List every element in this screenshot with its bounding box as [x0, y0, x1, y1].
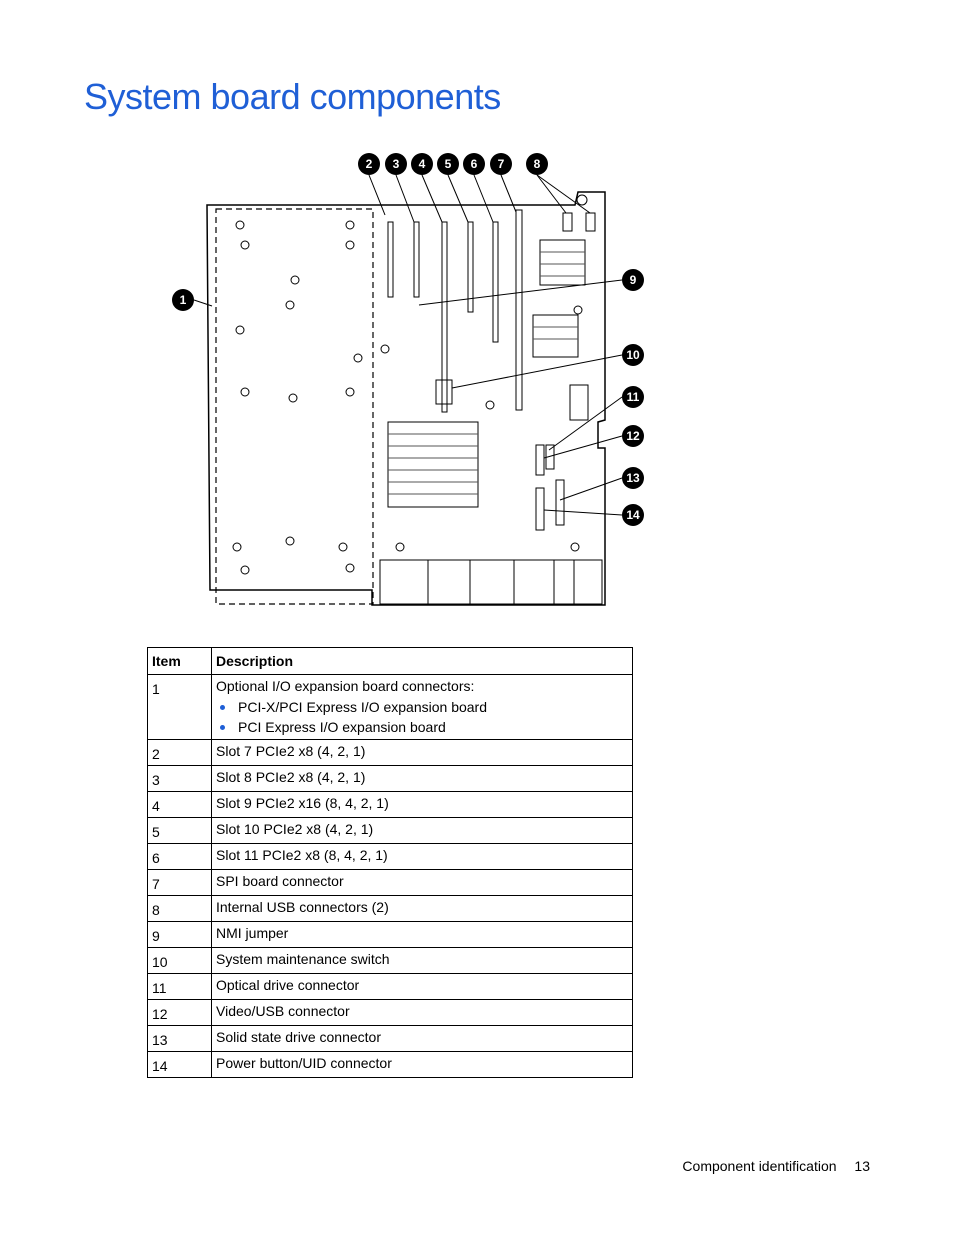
table-row: [148, 766, 633, 792]
table-header-row: [148, 648, 633, 675]
item-number: 5: [148, 818, 212, 844]
svg-text:2: 2: [365, 157, 373, 171]
svg-text:8: 8: [533, 157, 541, 171]
callout-10: [622, 344, 644, 366]
item-description: Slot 9 PCIe2 x16 (8, 4, 2, 1): [212, 792, 633, 818]
item-description: Solid state drive connector: [212, 1026, 633, 1052]
item-description: Slot 7 PCIe2 x8 (4, 2, 1): [212, 740, 633, 766]
callout-8: [526, 153, 548, 175]
table-row: [148, 844, 633, 870]
table-row: [148, 675, 633, 740]
callout-12: [622, 425, 644, 447]
svg-text:13: 13: [626, 471, 640, 485]
callout-2: [358, 153, 380, 175]
item-number: 6: [148, 844, 212, 870]
item-description: Optical drive connector: [212, 974, 633, 1000]
svg-text:1: 1: [179, 293, 187, 307]
table-row: [148, 1052, 633, 1078]
bullet-item: PCI-X/PCI Express I/O expansion board: [238, 697, 628, 717]
callout-3: [385, 153, 407, 175]
column-header-description: Description: [212, 648, 633, 675]
table-row: [148, 792, 633, 818]
page-number: 13: [854, 1158, 870, 1174]
svg-text:7: 7: [497, 157, 505, 171]
table-row: [148, 1026, 633, 1052]
item-number: 2: [148, 740, 212, 766]
item-number: 9: [148, 922, 212, 948]
callout-7: [490, 153, 512, 175]
callout-14: [622, 504, 644, 526]
item-description: Video/USB connector: [212, 1000, 633, 1026]
bullet-item: PCI Express I/O expansion board: [238, 717, 628, 737]
components-table: [147, 647, 633, 1078]
item-description: SPI board connector: [212, 870, 633, 896]
svg-text:11: 11: [626, 390, 640, 404]
description-text: Optional I/O expansion board connectors:: [216, 678, 475, 694]
item-number: 10: [148, 948, 212, 974]
table-row: [148, 974, 633, 1000]
item-number: 3: [148, 766, 212, 792]
item-number: 11: [148, 974, 212, 1000]
svg-text:5: 5: [444, 157, 452, 171]
footer-section-title: Component identification: [682, 1158, 837, 1174]
item-number: 4: [148, 792, 212, 818]
item-description: Internal USB connectors (2): [212, 896, 633, 922]
item-number: 1: [148, 675, 212, 740]
table-row: [148, 896, 633, 922]
table-row: [148, 948, 633, 974]
bullet-list: [216, 697, 628, 737]
item-description: Slot 10 PCIe2 x8 (4, 2, 1): [212, 818, 633, 844]
table-row: [148, 870, 633, 896]
table-row: [148, 740, 633, 766]
svg-text:10: 10: [626, 348, 640, 362]
table-row: [148, 818, 633, 844]
item-number: 7: [148, 870, 212, 896]
page-footer: [682, 1158, 870, 1174]
item-description: [212, 675, 633, 740]
callout-13: [622, 467, 644, 489]
item-description: NMI jumper: [212, 922, 633, 948]
svg-text:9: 9: [629, 273, 637, 287]
item-number: 13: [148, 1026, 212, 1052]
item-description: Power button/UID connector: [212, 1052, 633, 1078]
callout-5: [437, 153, 459, 175]
system-board-diagram: [150, 145, 670, 615]
item-description: System maintenance switch: [212, 948, 633, 974]
table-row: [148, 1000, 633, 1026]
callout-9: [622, 269, 644, 291]
item-description: Slot 8 PCIe2 x8 (4, 2, 1): [212, 766, 633, 792]
callout-11: [622, 386, 644, 408]
item-description: Slot 11 PCIe2 x8 (8, 4, 2, 1): [212, 844, 633, 870]
svg-text:3: 3: [392, 157, 400, 171]
item-number: 14: [148, 1052, 212, 1078]
callout-1: [172, 289, 194, 311]
item-number: 12: [148, 1000, 212, 1026]
column-header-item: Item: [148, 648, 212, 675]
table-row: [148, 922, 633, 948]
svg-text:14: 14: [626, 508, 640, 522]
callout-6: [463, 153, 485, 175]
item-number: 8: [148, 896, 212, 922]
svg-text:12: 12: [626, 429, 640, 443]
svg-text:4: 4: [418, 157, 426, 171]
page-title: System board components: [84, 76, 501, 117]
svg-text:6: 6: [470, 157, 478, 171]
callout-4: [411, 153, 433, 175]
